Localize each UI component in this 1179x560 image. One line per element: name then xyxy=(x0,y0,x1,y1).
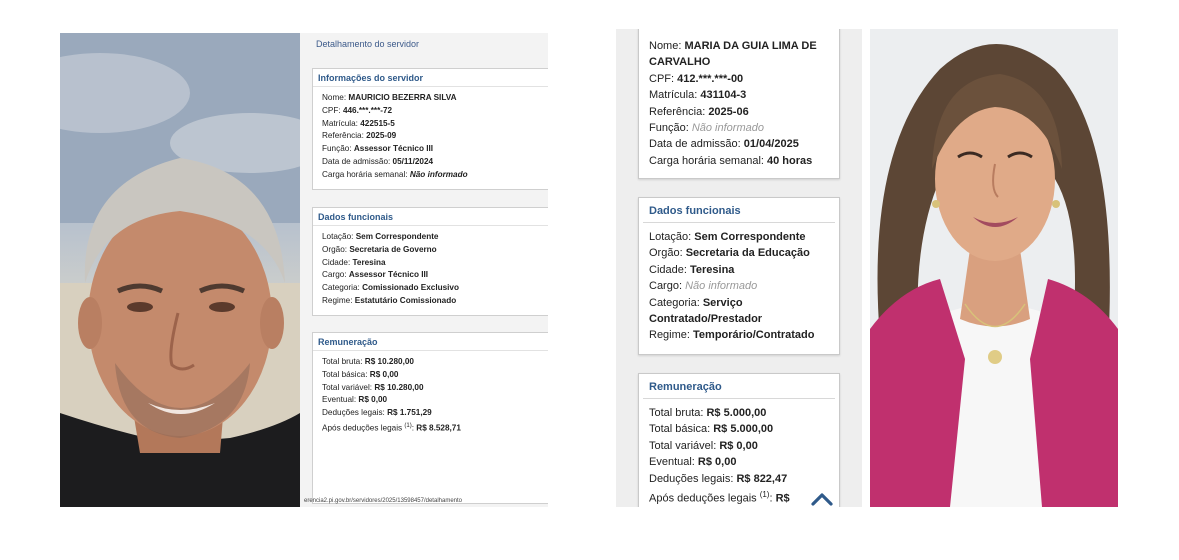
pay-card xyxy=(312,332,548,504)
breadcrumb[interactable]: Detalhamento do servidor xyxy=(316,39,420,49)
pay-row: Total variável: R$ 0,00 xyxy=(649,439,758,452)
pay-card xyxy=(638,373,840,507)
servant-detail-screenshot-left xyxy=(300,33,548,507)
func-row: Cargo: Não informado xyxy=(649,280,758,293)
servant-detail-screenshot-right xyxy=(616,29,862,507)
func-card xyxy=(312,207,548,316)
man-portrait xyxy=(60,33,300,507)
info-row: Carga horária semanal: Não informado xyxy=(322,169,468,179)
info-card xyxy=(638,29,840,179)
man-photo xyxy=(60,33,300,507)
func-row: Cargo: Assessor Técnico III xyxy=(322,270,429,280)
info-row: Referência: 2025-09 xyxy=(322,131,397,141)
func-row: Orgão: Secretaria da Educação xyxy=(649,247,810,260)
func-row: Lotação: Sem Correspondente xyxy=(322,232,439,241)
func-card xyxy=(638,197,840,355)
func-row: Lotação: Sem Correspondente xyxy=(649,231,806,243)
func-row: Categoria: Comissionado Exclusivo xyxy=(322,283,459,293)
arrow-up-icon[interactable] xyxy=(809,489,835,507)
info-row: Nome: MARIA DA GUIA LIMA DE CARVALHO xyxy=(649,40,817,69)
info-row: CPF: 412.***.***-00 xyxy=(649,72,744,85)
func-row: Cidade: Teresina xyxy=(649,263,735,276)
woman-photo xyxy=(870,29,1118,507)
info-row: Nome: MAURICIO BEZERRA SILVA xyxy=(322,93,457,102)
info-row: Referência: 2025-06 xyxy=(649,105,749,118)
info-row: Data de admissão: 01/04/2025 xyxy=(649,138,799,151)
pay-row: Total variável: R$ 10.280,00 xyxy=(322,382,424,392)
func-row: Categoria: Serviço Contratado/Prestador xyxy=(649,296,763,326)
pay-row: Deduções legais: R$ 822,47 xyxy=(649,472,788,485)
pay-row: Total bruta: R$ 10.280,00 xyxy=(322,357,414,366)
info-row: Matrícula: 422515-5 xyxy=(322,118,395,128)
pay-row: Eventual: R$ 0,00 xyxy=(322,395,388,405)
info-row: Data de admissão: 05/11/2024 xyxy=(322,156,434,166)
func-row: Regime: Estatutário Comissionado xyxy=(322,295,457,305)
pay-row: Após deduções legais $^{(1)}$: R$ xyxy=(649,490,790,505)
pay-row: Total bruta: R$ 5.000,00 xyxy=(649,407,767,419)
func-card-title: Dados funcionais xyxy=(313,208,548,226)
func-card-title: Dados funcionais xyxy=(643,198,835,223)
pay-row: Após deduções legais $^{(1)}$: R$ 8.528,71 xyxy=(322,422,461,433)
info-row: CPF: 446.***.***-72 xyxy=(322,105,393,115)
pay-row: Total básica: R$ 0,00 xyxy=(322,369,399,379)
pay-row: Eventual: R$ 0,00 xyxy=(649,456,737,469)
func-row: Cidade: Teresina xyxy=(322,257,386,267)
woman-portrait xyxy=(870,29,1118,507)
info-row: Carga horária semanal: 40 horas xyxy=(649,154,813,167)
page-url: erencia2.pi.gov.br/servidores/2025/13598457/detalhamento xyxy=(304,498,462,504)
func-row: Regime: Temporário/Contratado xyxy=(649,329,815,342)
pay-card-title: Remuneração xyxy=(643,374,835,399)
pay-card-title: Remuneração xyxy=(313,333,548,351)
info-card xyxy=(312,68,548,190)
info-row: Matrícula: 431104-3 xyxy=(649,89,747,102)
func-row: Orgão: Secretaria de Governo xyxy=(322,244,437,254)
info-card-title: Informações do servidor xyxy=(313,69,548,87)
pay-row: Deduções legais: R$ 1.751,29 xyxy=(322,408,432,418)
pay-row: Total básica: R$ 5.000,00 xyxy=(649,423,774,436)
info-row: Função: Assessor Técnico III xyxy=(322,144,434,154)
info-row: Função: Não informado xyxy=(649,122,764,135)
